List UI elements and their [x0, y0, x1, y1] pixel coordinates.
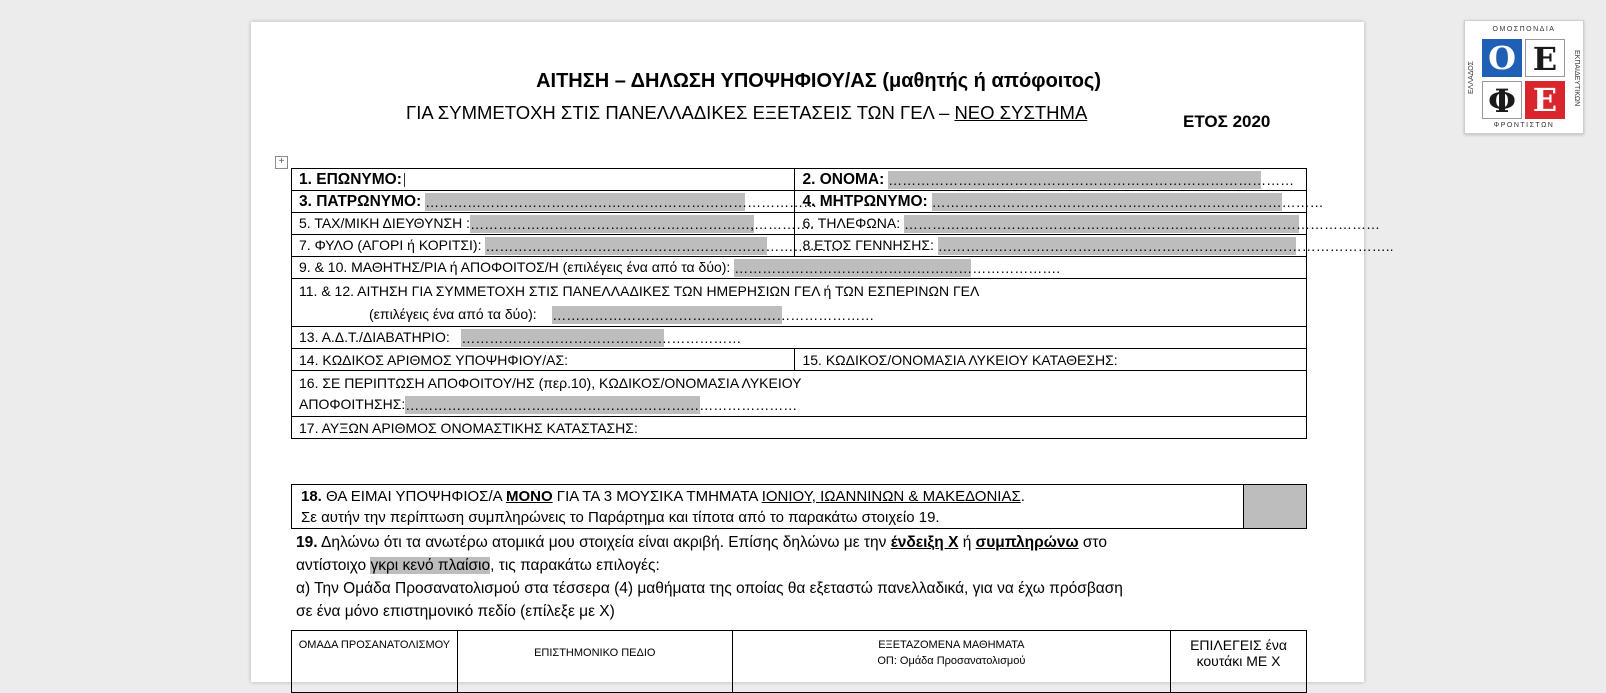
table-row: [292, 279, 1307, 327]
table-row: [292, 235, 1307, 257]
document-page: [251, 22, 1394, 682]
section-19-line4: σε ένα μόνο επιστημονικό πεδίο (επίλεξε με Χ): [296, 603, 615, 620]
field-name[interactable]: 2. ΟΝΟΜΑ: ……………………………………………………………………………: [795, 169, 1307, 191]
section-19-line1: 19. Δηλώνω ότι τα ανωτέρω ατομικά μου στοιχεία είναι ακριβή. Επίσης δηλώνω με την ένδειξη Χ ή συμπληρώνω στο: [296, 534, 1107, 551]
field-registry-number[interactable]: 17. ΑΥΞΩΝ ΑΡΙΘΜΟΣ ΟΝΟΜΑΣΤΙΚΗΣ ΚΑΤΑΣΤΑΣΗΣ:: [292, 417, 1307, 439]
year-label: ΕΤΟΣ 2020: [1183, 112, 1271, 131]
table-row: [292, 631, 1307, 693]
music-departments-checkbox[interactable]: [1243, 485, 1306, 528]
field-candidate-code[interactable]: 14. ΚΩΔΙΚΟΣ ΑΡΙΘΜΟΣ ΥΠΟΨΗΦΙΟΥ/ΑΣ:: [292, 349, 795, 371]
document-subtitle: ΓΙΑ ΣΥΜΜΕΤΟΧΗ ΣΤΙΣ ΠΑΝΕΛΛΑΔΙΚΕΣ ΕΞΕΤΑΣΕΙΣ ΤΩΝ ΓΕΛ – ΝΕΟ ΣΥΣΤΗΜΑ: [406, 102, 1088, 123]
section-18-box: 18. ΘΑ ΕΙΜΑΙ ΥΠΟΨΗΦΙΟΣ/Α ΜΟΝΟ ΓΙΑ ΤΑ 3 ΜΟΥΣΙΚΑ ΤΜΗΜΑΤΑ ΙΟΝΙΟΥ, ΙΩΑΝΝΙΝΩΝ & ΜΑΚΕΔΟΝΙΑΣ. Σε αυτήν την περίπτωση συμπληρώνεις το Παράρτημα και τίποτα από το παρακάτω στοιχείο 19.: [291, 484, 1307, 529]
table-row: [292, 169, 1307, 191]
field-id-passport[interactable]: 13. Α.Δ.Τ./ΔΙΑΒΑΤΗΡΙΟ: ……………………………………………………: [292, 327, 1307, 349]
text-cursor-icon: [404, 173, 411, 187]
field-birth-year[interactable]: 8.ΕΤΟΣ ΓΕΝΝΗΣΗΣ: ……………………………………………………………………………………..: [795, 235, 1307, 257]
table-row: [292, 191, 1307, 213]
field-fathers-name[interactable]: 3. ΠΑΤΡΩΝΥΜΟ: …………………………………………………………………………: [292, 191, 795, 213]
table-row: [292, 257, 1307, 279]
table-row: [292, 213, 1307, 235]
section-19-line2: αντίστοιχο γκρι κενό πλαίσιο, τις παρακάτω επιλογές:: [296, 557, 660, 574]
field-surname[interactable]: 1. ΕΠΩΝΥΜΟ:: [292, 169, 795, 191]
oefe-logo: ΟΜΟΣΠΟΝΔΙΑ ΕΛΛΑΔΟΣ ΕΚΠΑΙΔΕΥΤΙΚΩΝ Ο Ε Φ Ε ΦΡΟΝΤΙΣΤΩΝ: [1464, 20, 1584, 134]
field-mothers-name[interactable]: 4. ΜΗΤΡΩΝΥΜΟ: …………………………………………………………………………: [795, 191, 1307, 213]
header-exam-subjects: ΕΞΕΤΑΖΟΜΕΝΑ ΜΑΘΗΜΑΤΑ ΟΠ: Ομάδα Προσανατολισμού: [732, 631, 1170, 693]
table-row: [292, 371, 1307, 417]
field-phones[interactable]: 6. ΤΗΛΕΦΩΝΑ: …………………………………………………………………………………………: [795, 213, 1307, 235]
field-school-code[interactable]: 15. ΚΩΔΙΚΟΣ/ΟΝΟΜΑΣΙΑ ΛΥΚΕΙΟΥ ΚΑΤΑΘΕΣΗΣ:: [795, 349, 1307, 371]
field-school-type[interactable]: 11. & 12. ΑΙΤΗΣΗ ΓΙΑ ΣΥΜΜΕΤΟΧΗ ΣΤΙΣ ΠΑΝΕΛΛΑΔΙΚΕΣ ΤΩΝ ΗΜΕΡΗΣΙΩΝ ΓΕΛ ή ΤΩΝ ΕΣΠΕΡΙΝΩΝ ΓΕΛ (επιλέγεις ένα από τα δύο): ……………………………………………………………: [292, 279, 1307, 327]
header-choose-box: ΕΠΙΛΕΓΕΙΣ ένα κουτάκι ΜΕ Χ: [1171, 631, 1307, 693]
table-row: [292, 349, 1307, 371]
table-row: [292, 327, 1307, 349]
field-graduate-school[interactable]: 16. ΣΕ ΠΕΡΙΠΤΩΣΗ ΑΠΟΦΟΙΤΟΥ/ΗΣ (περ.10), ΚΩΔΙΚΟΣ/ΟΝΟΜΑΣΙΑ ΛΥΚΕΙΟΥ ΑΠΟΦΟΙΤΗΣΗΣ:…………………………………………………………………………: [292, 371, 1307, 417]
orientation-group-table: [291, 630, 1307, 693]
field-gender[interactable]: 7. ΦΥΛΟ (ΑΓΟΡΙ ή ΚΟΡΙΤΣΙ): ………………………………………………………………….: [292, 235, 795, 257]
table-row: [292, 417, 1307, 439]
document-title: ΑΙΤΗΣΗ – ΔΗΛΩΣΗ ΥΠΟΨΗΦΙΟΥ/ΑΣ (μαθητής ή απόφοιτος): [536, 70, 1101, 92]
table-move-handle-icon[interactable]: +: [275, 156, 288, 169]
section-19-line3: α) Την Ομάδα Προσανατολισμού στα τέσσερα (4) μαθήματα της οποίας θα εξεταστώ πανελλαδικά, για να έχω πρόσβαση: [296, 580, 1123, 597]
field-address[interactable]: 5. ΤΑΧ/ΜΙΚΗ ΔΙΕΥΘΥΝΣΗ :……………………………………………………,………….: [292, 213, 795, 235]
applicant-form-table: [291, 168, 1394, 439]
field-student-or-graduate[interactable]: 9. & 10. ΜΑΘΗΤΗΣ/ΡΙΑ ή ΑΠΟΦΟΙΤΟΣ/Η (επιλέγεις ένα από τα δύο): …………………………………………………………….: [292, 257, 1307, 279]
header-orientation-group: ΟΜΑΔΑ ΠΡΟΣΑΝΑΤΟΛΙΣΜΟΥ: [292, 631, 458, 693]
header-scientific-field: ΕΠΙΣΤΗΜΟΝΙΚΟ ΠΕΔΙΟ: [457, 631, 732, 693]
